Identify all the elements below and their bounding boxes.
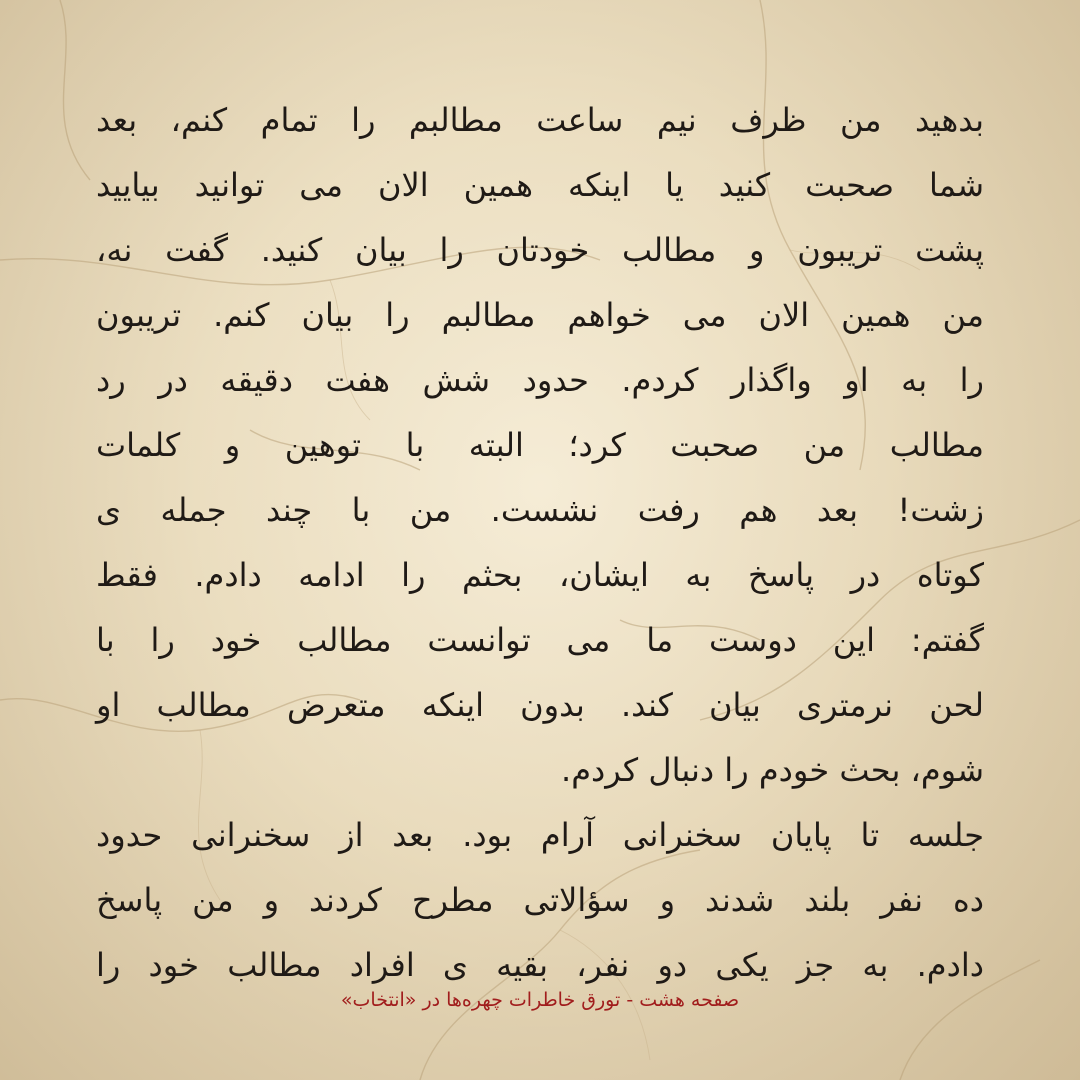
footer-caption: صفحه هشت - تورق خاطرات چهره‌ها در «انتخاب»	[340, 989, 740, 1011]
text-line: من همین الان می خواهم مطالبم را بیان کنم. تریبون	[96, 296, 984, 334]
text-line: بدهید من ظرف نیم ساعت مطالبم را تمام کنم، بعد	[96, 101, 984, 139]
text-line: کوتاه در پاسخ به ایشان، بحثم را ادامه دادم. فقط	[96, 556, 984, 594]
text-line: شما صحبت کنید یا اینکه همین الان می توانید بیایید	[96, 166, 984, 204]
text-line: را به او واگذار کردم. حدود شش هفت دقیقه در رد	[96, 361, 984, 399]
text-line: جلسه تا پایان سخنرانی آرام بود. بعد از سخنرانی حدود	[96, 816, 984, 854]
body-text	[96, 88, 984, 998]
text-line: شوم، بحث خودم را دنبال کردم.	[561, 751, 984, 789]
text-line: گفتم: این دوست ما می توانست مطالب خود را با	[96, 621, 984, 659]
text-line: مطالب من صحبت کرد؛ البته با توهین و کلمات	[96, 426, 984, 464]
text-line: زشت! بعد هم رفت نشست. من با چند جمله ی	[96, 491, 984, 529]
text-line: پشت تریبون و مطالب خودتان را بیان کنید. گفت نه،	[96, 231, 984, 269]
text-line: دادم. به جز یکی دو نفر، بقیه ی افراد مطالب خود را	[96, 946, 984, 984]
text-line: لحن نرمتری بیان کند. بدون اینکه متعرض مطالب او	[96, 686, 984, 724]
text-line: ده نفر بلند شدند و سؤالاتی مطرح کردند و من پاسخ	[96, 881, 984, 919]
